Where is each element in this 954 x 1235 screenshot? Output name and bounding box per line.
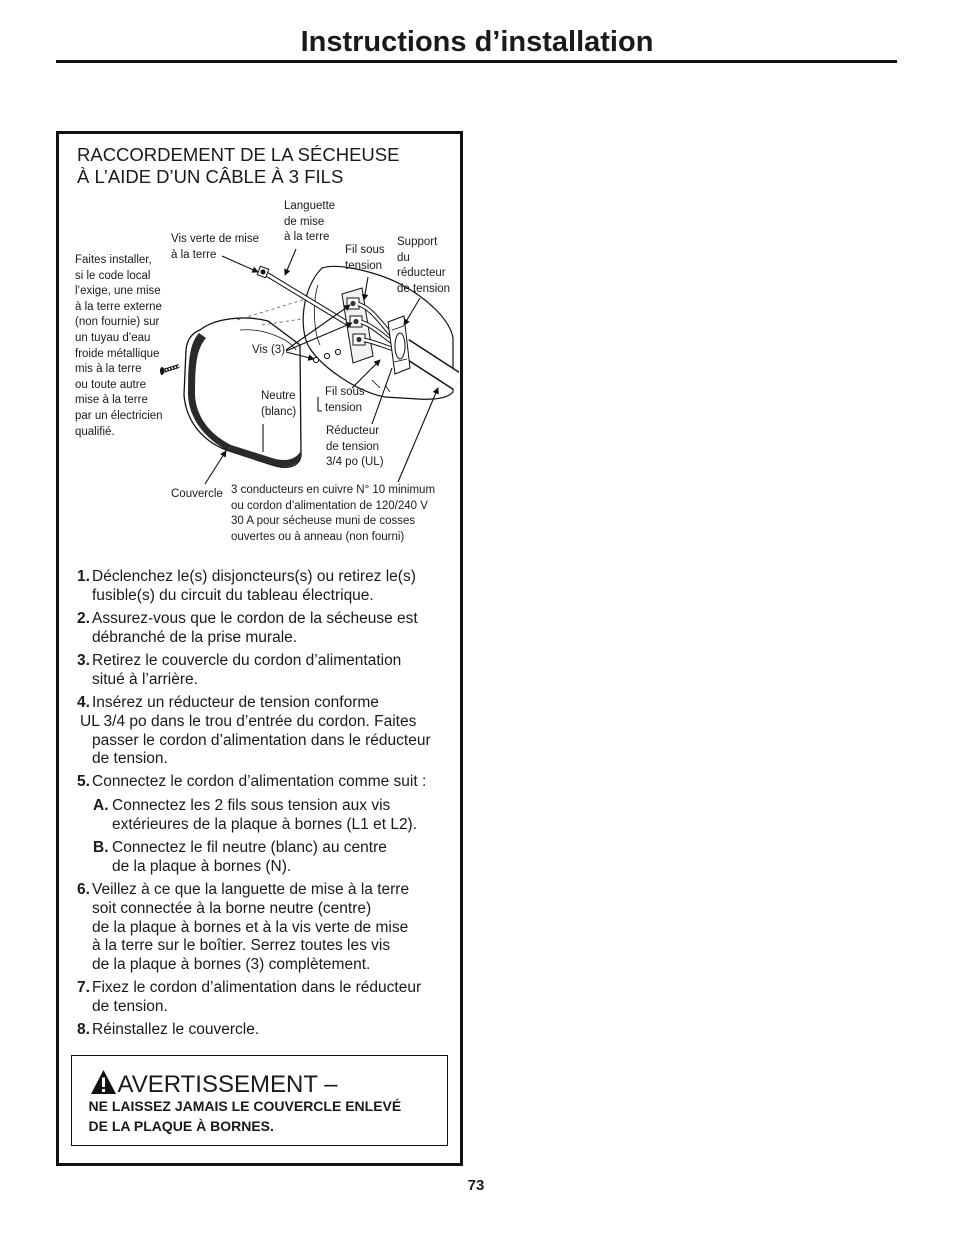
step-line: de tension.: [92, 997, 168, 1015]
label-line: 30 A pour sécheuse muni de cosses: [231, 515, 416, 528]
step-line: situé à l’arrière.: [92, 670, 198, 688]
substep-text: [112, 839, 453, 877]
step-line: de la plaque à bornes (3) complètement.: [92, 956, 371, 973]
step-number: 8.: [77, 1021, 90, 1038]
step-line: à la terre sur le boîtier. Serrez toutes les vis: [92, 937, 391, 955]
label-line: Vis verte de mise: [171, 233, 259, 245]
step-line: soit connectée à la borne neutre (centre): [92, 899, 372, 917]
dryer-connection-section: [56, 131, 463, 1166]
step-line: passer le cordon d’alimentation dans le réducteur: [92, 731, 431, 749]
label-line: Réducteur: [326, 425, 380, 437]
label-line: réducteur: [397, 267, 446, 280]
ground-note-line: à la terre externe: [75, 300, 162, 313]
warning-line: DE LA PLAQUE À BORNES.: [88, 1117, 274, 1134]
step-line: Réinstallez le couvercle.: [92, 1021, 260, 1038]
step-5: [77, 773, 457, 792]
label-line: 3/4 po (UL): [326, 456, 384, 469]
step-8: [77, 1021, 457, 1040]
substep-letter: B.: [93, 839, 109, 856]
step-text: [92, 610, 457, 648]
label-line: (blanc): [261, 405, 297, 418]
ground-note-line: mise à la terre: [75, 394, 148, 407]
warning-triangle-icon: [90, 1069, 117, 1095]
step-number: 1.: [77, 568, 90, 585]
step-1: [77, 568, 457, 606]
live-wire-label-top: [345, 243, 385, 274]
step-line: Insérez un réducteur de tension conforme: [92, 694, 379, 711]
ground-note-line: Faites installer,: [75, 254, 152, 266]
green-screw-label: [171, 232, 259, 263]
cover-label: Couvercle: [171, 488, 223, 500]
step-line: de tension.: [92, 750, 168, 768]
substep-text: [112, 797, 453, 835]
step-text: [92, 1021, 457, 1040]
substep-a: [93, 797, 453, 835]
label-line: de tension: [397, 282, 451, 295]
screws-label: Vis (3): [252, 344, 286, 356]
step-number: 7.: [77, 979, 90, 996]
step-2: [77, 610, 457, 648]
ground-note-label: [75, 253, 163, 440]
label-line: de tension: [326, 440, 380, 453]
conductors-label: [231, 483, 435, 545]
external-ground-screw: [160, 366, 179, 375]
step-line: Connectez le cordon d’alimentation comme suit :: [92, 773, 427, 790]
warning-box: [71, 1055, 448, 1146]
step-line: Déclenchez le(s) disjoncteurs(s) ou retirez le(s): [92, 568, 416, 585]
title-rule: [56, 60, 897, 63]
substep-letter: A.: [93, 797, 109, 814]
label-line: Languette: [284, 200, 336, 212]
step-6: [77, 881, 457, 975]
step-line: Assurez-vous que le cordon de la sécheuse est: [92, 610, 418, 627]
step-line: fusible(s) du circuit du tableau électrique.: [92, 586, 374, 604]
step-number: 5.: [77, 773, 90, 790]
step-3: [77, 652, 457, 690]
strain-relief-bracket-label: [397, 235, 450, 297]
warning-line: NE LAISSEZ JAMAIS LE COUVERCLE ENLEVÉ: [88, 1097, 402, 1114]
ground-note-line: ou toute autre: [75, 378, 146, 391]
step-text: [92, 568, 457, 606]
step-number: 6.: [77, 881, 90, 898]
section-heading-line: RACCORDEMENT DE LA SÉCHEUSE: [77, 144, 400, 165]
label-line: ou cordon d’alimentation de 120/240 V: [231, 499, 428, 512]
ground-note-line: froide métallique: [75, 347, 160, 360]
ground-note-line: qualifié.: [75, 425, 115, 438]
step-number: 3.: [77, 652, 90, 669]
label-line: tension: [325, 401, 363, 414]
step-line: UL 3/4 po dans le trou d’entrée du cordon. Faites: [80, 712, 417, 730]
step-7: [77, 979, 457, 1017]
section-heading-line: À L’AIDE D’UN CÂBLE À 3 FILS: [77, 166, 344, 187]
label-line: Support: [397, 236, 438, 248]
ground-note-line: mis à la terre: [75, 363, 142, 376]
live-wire-label-bottom: [325, 385, 365, 416]
substep-b: [93, 839, 453, 877]
step-number: 4.: [77, 694, 90, 711]
step-line: extérieures de la plaque à bornes (L1 et L2).: [112, 815, 418, 833]
label-line: 3 conducteurs en cuivre N° 10 minimum: [231, 484, 436, 496]
label-line: à la terre: [171, 248, 217, 261]
page-title: Instructions d’installation: [300, 26, 654, 58]
step-text: [92, 979, 457, 1017]
ground-note-line: l’exige, une mise: [75, 285, 161, 298]
ground-note-line: (non fournie) sur: [75, 316, 160, 329]
warning-title: AVERTISSEMENT –: [117, 1070, 338, 1098]
label-line: à la terre: [284, 231, 330, 244]
ground-note-line: par un électricien: [75, 409, 163, 422]
step-line: Retirez le couvercle du cordon d’alimentation: [92, 652, 402, 669]
strain-relief-label: [326, 424, 384, 471]
label-line: du: [397, 251, 410, 264]
step-text: [92, 652, 457, 690]
step-line: de la plaque à bornes et à la vis verte de mise: [92, 918, 409, 936]
warning-text: [89, 1096, 402, 1136]
step-text: [92, 881, 457, 975]
step-line: Connectez le fil neutre (blanc) au centre: [112, 839, 387, 856]
label-line: Neutre: [261, 390, 296, 402]
step-text: [92, 773, 457, 792]
label-line: tension: [345, 259, 383, 272]
step-number: 2.: [77, 610, 90, 627]
step-line: débranché de la prise murale.: [92, 628, 298, 646]
page-number: 73: [467, 1177, 485, 1194]
label-line: Fil sous: [345, 244, 385, 256]
step-line: de la plaque à bornes (N).: [112, 857, 292, 875]
label-line: de mise: [284, 215, 325, 228]
step-line: Fixez le cordon d’alimentation dans le réducteur: [92, 979, 422, 996]
ground-tab-label: [284, 199, 335, 246]
step-text: [80, 694, 457, 769]
ground-note-line: si le code local: [75, 269, 151, 282]
step-4: [77, 694, 457, 769]
step-line: Connectez les 2 fils sous tension aux vis: [112, 797, 391, 814]
label-line: Fil sous: [325, 386, 365, 398]
step-line: Veillez à ce que la languette de mise à la terre: [92, 881, 410, 898]
ground-note-line: un tuyau d’eau: [75, 331, 151, 344]
label-line: ouvertes ou à anneau (non fourni): [231, 530, 405, 543]
neutral-label: [261, 389, 296, 420]
